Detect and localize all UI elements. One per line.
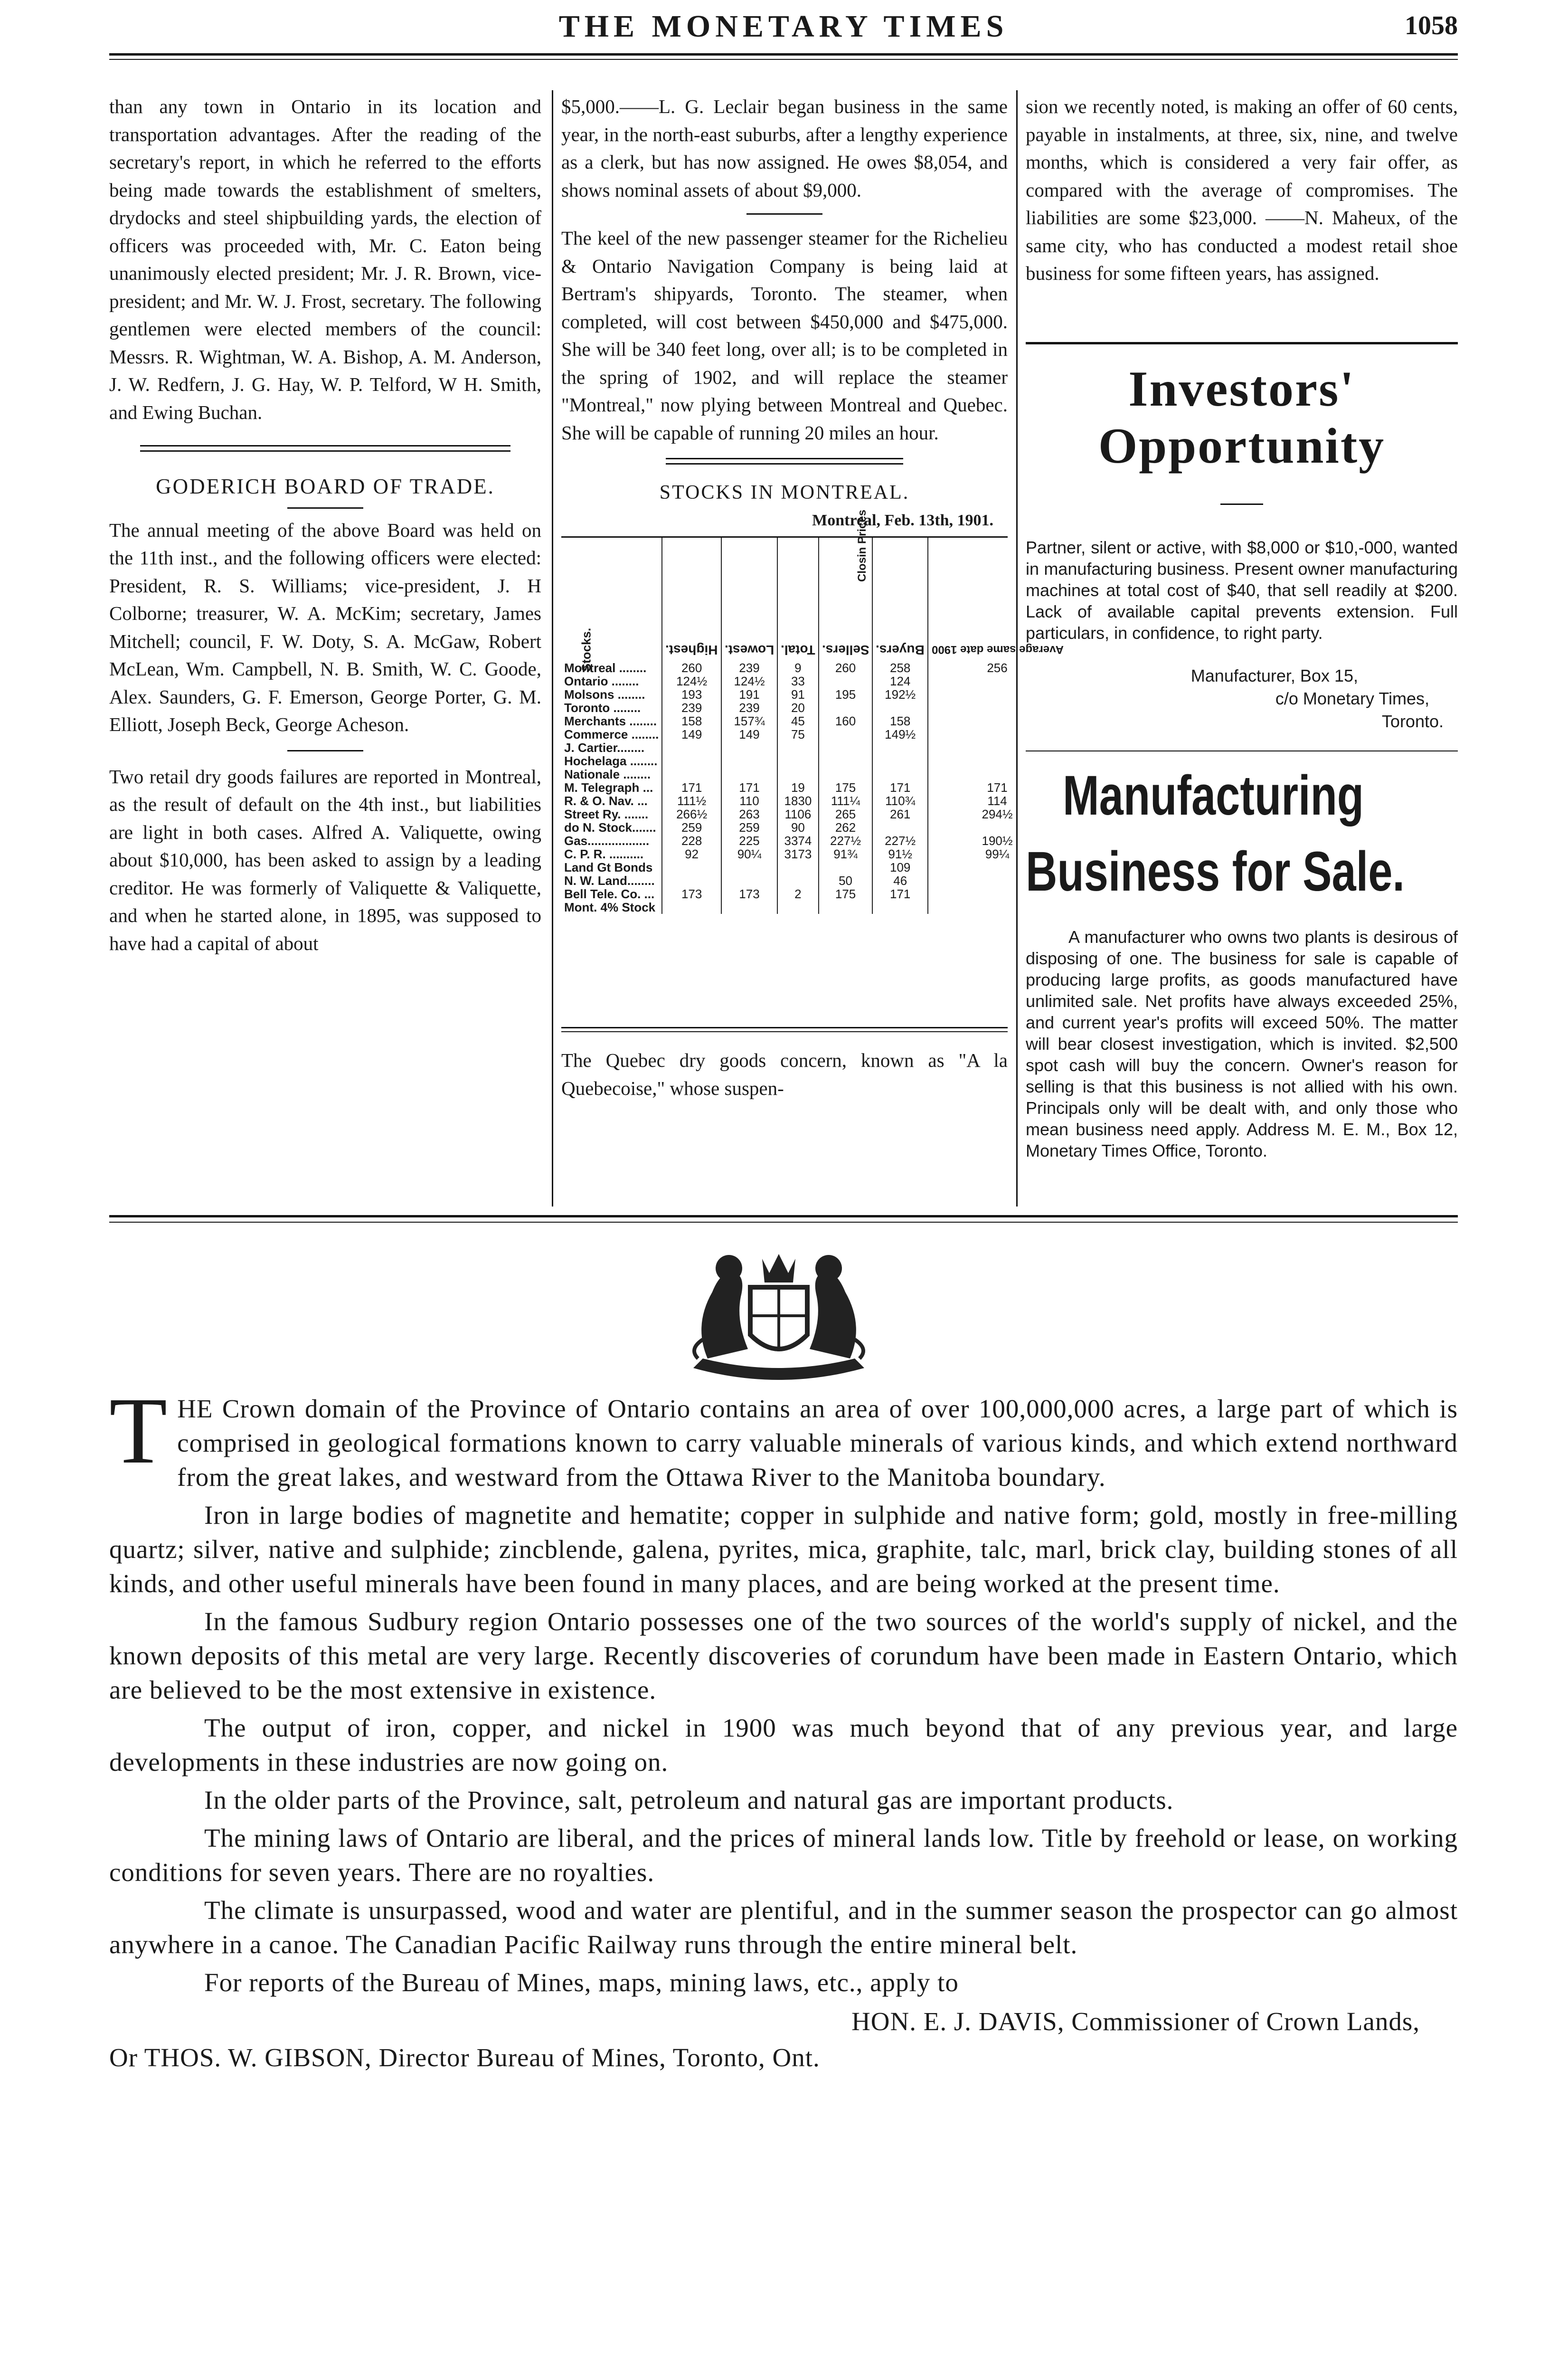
stock-name-cell: Mont. 4% Stock (564, 900, 656, 914)
stock-value-cell (721, 741, 777, 754)
stock-value-cell: 91½ (872, 847, 928, 861)
article-paragraph: $5,000.——L. G. Leclair began business in the same year, in the north-east suburbs, after a lengthy experience as a clerk, but has now assigned. He owes $8,054, and shows nominal assets of about $9,000. (561, 95, 1008, 201)
stock-value-cell (662, 754, 721, 768)
stock-value-cell: 225 (721, 834, 777, 847)
stock-value-cell: 3173 (777, 847, 819, 861)
stock-value-cell (777, 861, 819, 874)
article-paragraph: than any town in Ontario in its location and transportation advantages. After the reading of the secretary's report, in which he referred to the efforts being made towards the establishment of smelters, drydocks and steel shipbuilding yards, the election of officers was proceeded with, Mr. C. Eaton being unanimously elected president; Mr. J. R. Brown, vice-president; and Mr. W. J. Frost, secretary. The following gentlemen were elected members of the council: Messrs. R. Wightman, W. A. Bishop, A. M. Anderson, J. W. Redfern, J. G. Hay, W. P. Telford, W H. Smith, and Ewing Buchan. (109, 95, 541, 423)
stock-value-cell: 160 (819, 714, 873, 728)
stock-value-cell: 92 (662, 847, 721, 861)
stock-value-cell: 191 (721, 688, 777, 701)
stock-value-cell: 2 (777, 887, 819, 901)
column-2 (561, 93, 1064, 1102)
stock-value-cell: 173 (662, 887, 721, 901)
stock-value-cell (662, 861, 721, 874)
stock-row (561, 808, 1066, 821)
section-rule (666, 458, 903, 459)
table-rule-bottom-2 (561, 1031, 1008, 1032)
stock-name-cell: Nationale ........ (564, 767, 651, 781)
stock-row (561, 874, 1066, 887)
col-header-buyers: Buyers. (872, 538, 928, 661)
stock-value-cell: 110¾ (872, 794, 928, 808)
goderich-heading: GODERICH BOARD OF TRADE. (156, 475, 495, 498)
stock-value-cell: 261 (872, 808, 928, 821)
stock-value-cell (777, 754, 819, 768)
stock-value-cell: 228 (662, 834, 721, 847)
stock-value-cell (777, 741, 819, 754)
manufacturing-title-line2: Business for Sale. (1026, 840, 1405, 903)
article-paragraph: The keel of the new passenger steamer for the Richelieu & Ontario Navigation Company is being laid at Bertram's shipyards, Toronto. The steamer, when completed, will cost between $450,000 and $475,000. She will be 340 feet long, over all; is to be completed in the spring of 1902, and will replace the steamer "Montreal," now plying between Montreal and Quebec. She will be capable of running 20 miles an hour. (561, 227, 1008, 444)
stock-value-cell: 99¼ (928, 847, 1066, 861)
stock-name-cell: Street Ry. ....... (564, 807, 649, 821)
stock-value-cell (721, 754, 777, 768)
stock-value-cell: 90¼ (721, 847, 777, 861)
stock-value-cell (721, 768, 777, 781)
stock-value-cell (819, 768, 873, 781)
stock-value-cell: 193 (662, 688, 721, 701)
stock-name-cell: Gas.................. (564, 834, 650, 848)
stock-row (561, 741, 1066, 754)
stock-row (561, 821, 1066, 834)
stock-row (561, 861, 1066, 874)
col-header-total: Total. (777, 538, 819, 661)
stock-value-cell: 158 (662, 714, 721, 728)
stock-name-cell: R. & O. Nav. ... (564, 794, 648, 808)
investors-body: Partner, silent or active, with $8,000 or $10,-000, wanted in manufacturing business. Present owner manufacturing machines at total cost of $40, that sell readily at $200. Lack of available capital prevents extension. Full particulars, in confidence, to right party. (1026, 538, 1458, 643)
investors-sig-3: Toronto. (1381, 712, 1444, 731)
ad-separator-top (1026, 342, 1458, 344)
stock-value-cell: 173 (721, 887, 777, 901)
stock-value-cell: 227½ (819, 834, 873, 847)
notice-paragraph: The climate is unsurpassed, wood and water are plentiful, and in the summer season the prospector can go almost anywhere in a canoe. The Canadian Pacific Railway runs through the entire mineral belt. (109, 1896, 1458, 1959)
notice-paragraph: In the famous Sudbury region Ontario possesses one of the two sources of the world's supply of nickel, and the known deposits of this metal are very large. Recently discoveries of corundum have been made in Eastern Ontario, which are believed to be the most extensive in existence. (109, 1607, 1458, 1704)
stock-value-cell: 3374 (777, 834, 819, 847)
stock-value-cell: 259 (721, 821, 777, 834)
page-rule-bottom-2 (109, 1222, 1458, 1223)
stock-value-cell: 260 (819, 661, 873, 674)
header-rule-top (109, 53, 1458, 56)
section-rule (287, 750, 363, 751)
notice-text: HE Crown domain of the Province of Ontario contains an area of over 100,000,000 acres, a large part of which is comprised in geological formations known to carry valuable minerals of various kinds, and which extend northward from the great lakes, and westward from the Ottawa River to the Manitoba boundary. (177, 1394, 1458, 1492)
stock-name-cell: Montreal ........ (564, 661, 647, 675)
stock-value-cell: 171 (662, 781, 721, 794)
stock-value-cell (872, 901, 928, 914)
stock-value-cell: 158 (872, 714, 928, 728)
notice-paragraph: The mining laws of Ontario are liberal, and the prices of mineral lands low. Title by freehold or lease, on working conditions for seven years. There are no royalties. (109, 1824, 1458, 1887)
stock-value-cell: 124 (872, 674, 928, 688)
notice-paragraph: In the older parts of the Province, salt, petroleum and natural gas are important products. (204, 1786, 1174, 1814)
stock-row (561, 714, 1066, 728)
stock-value-cell: 75 (777, 728, 819, 741)
notice-paragraph: For reports of the Bureau of Mines, maps, mining laws, etc., apply to (204, 1968, 959, 1997)
stock-value-cell: 111¼ (819, 794, 873, 808)
stock-row (561, 901, 1066, 914)
royal-coat-of-arms-icon (665, 1240, 893, 1382)
stock-value-cell: 124½ (662, 674, 721, 688)
stock-name-cell: J. Cartier........ (564, 741, 645, 755)
stock-value-cell: 114 (928, 794, 1066, 808)
stock-value-cell (721, 874, 777, 887)
investors-sig-1: Manufacturer, Box 15, (1190, 666, 1358, 685)
col-header-stocks: Stocks. (579, 627, 594, 672)
stock-value-cell (819, 861, 873, 874)
stock-row (561, 794, 1066, 808)
stock-value-cell: 90 (777, 821, 819, 834)
stock-name-cell: M. Telegraph ... (564, 780, 653, 795)
stock-value-cell: 227½ (872, 834, 928, 847)
page-number: 1058 (1405, 11, 1458, 40)
stock-row (561, 768, 1066, 781)
article-paragraph: Two retail dry goods failures are reported in Montreal, as the result of default on the 4th inst., but liabilities are light in both cases. Alfred A. Valiquette, owing about $10,000, has been asked to assign by a leading creditor. He was formerly of Valiquette & Valiquette, and when he started alone, in 1895, was supposed to have had a capital of about (109, 765, 541, 954)
stock-value-cell: 195 (819, 688, 873, 701)
notice-paragraph (109, 1378, 1458, 1494)
stock-value-cell (819, 754, 873, 768)
stock-value-cell: 260 (662, 661, 721, 674)
stock-row (561, 728, 1066, 741)
page-header (109, 9, 1458, 47)
stock-value-cell: 171 (928, 781, 1066, 794)
section-rule (666, 463, 903, 465)
column-divider-1 (552, 90, 553, 1206)
notice-paragraph: The output of iron, copper, and nickel in 1900 was much beyond that of any previous year, and large developments in these industries are now going on. (109, 1713, 1458, 1776)
stock-value-cell: 9 (777, 661, 819, 674)
stock-value-cell: 258 (872, 661, 928, 674)
stock-value-cell: 45 (777, 714, 819, 728)
stock-value-cell: 50 (819, 874, 873, 887)
stock-value-cell (819, 701, 873, 714)
notice-signature-2: Or THOS. W. GIBSON, Director Bureau of Mines, Toronto, Ont. (109, 2043, 820, 2072)
stock-value-cell (662, 768, 721, 781)
col-header-sellers: Closin Prices Sellers. (819, 538, 873, 661)
col-header-lowest: Lowest. (721, 538, 777, 661)
column-3 (1026, 93, 1458, 287)
article-paragraph: sion we recently noted, is making an offer of 60 cents, payable in instalments, at three, six, nine, and twelve months, which is considered a very fair offer, as compared with the average of compromises. The liabilities are some $23,000. ——N. Maheux, of the same city, who has conducted a modest retail shoe business for some fifteen years, has assigned. (1026, 95, 1458, 284)
stock-value-cell (819, 728, 873, 741)
stock-value-cell: 149 (662, 728, 721, 741)
stock-value-cell: 124½ (721, 674, 777, 688)
stock-value-cell (928, 741, 1066, 754)
crown-domain-notice (109, 1378, 1458, 2075)
heading-underline (287, 507, 363, 509)
closing-prices-label: Closin Prices (855, 509, 869, 582)
column-1 (109, 93, 541, 957)
stock-value-cell: 91¾ (819, 847, 873, 861)
stock-value-cell (872, 768, 928, 781)
stock-value-cell: 259 (662, 821, 721, 834)
stock-value-cell: 157¾ (721, 714, 777, 728)
stock-row (561, 847, 1066, 861)
stock-value-cell: 239 (721, 661, 777, 674)
stock-value-cell: 110 (721, 794, 777, 808)
stock-row (561, 754, 1066, 768)
stock-name-cell: C. P. R. .......... (564, 847, 644, 861)
stock-name-cell: N. W. Land........ (564, 874, 655, 888)
notice-signature-1: HON. E. J. DAVIS, Commissioner of Crown Lands, (851, 2007, 1420, 2036)
stock-value-cell (777, 901, 819, 914)
stock-value-cell: 239 (721, 701, 777, 714)
stock-value-cell (872, 754, 928, 768)
section-rule (140, 450, 510, 452)
stock-name-cell: do N. Stock....... (564, 820, 656, 835)
header-rule-bottom (109, 59, 1458, 60)
stock-value-cell: 46 (872, 874, 928, 887)
stock-value-cell: 256 (928, 661, 1066, 674)
investors-title-line1: Investors' (1128, 361, 1355, 417)
stock-value-cell (872, 741, 928, 754)
stocks-title: STOCKS IN MONTREAL. (659, 482, 910, 504)
drop-cap: T (109, 1378, 168, 1483)
stock-name-cell: Toronto ........ (564, 701, 641, 715)
stock-value-cell: 171 (721, 781, 777, 794)
ad-separator-middle (1026, 750, 1458, 751)
stock-value-cell (872, 821, 928, 834)
stock-value-cell: 263 (721, 808, 777, 821)
stock-value-cell (662, 901, 721, 914)
col-header-average: Average same date 1900 (928, 538, 1066, 661)
stock-value-cell: 190½ (928, 834, 1066, 847)
stock-value-cell: 91 (777, 688, 819, 701)
stock-value-cell: 20 (777, 701, 819, 714)
stock-value-cell: 265 (819, 808, 873, 821)
stock-value-cell: 171 (872, 781, 928, 794)
col-header-highest: Highest. (662, 538, 721, 661)
manufacturing-title-line1: Manufacturing (1063, 764, 1364, 827)
stock-value-cell: 1106 (777, 808, 819, 821)
stock-value-cell (819, 674, 873, 688)
table-rule-bottom (561, 1027, 1008, 1028)
stock-name-cell: Molsons ........ (564, 687, 645, 702)
article-paragraph: The Quebec dry goods concern, known as "A la Quebecoise," whose suspen- (561, 1049, 1008, 1099)
section-rule (746, 213, 822, 215)
stock-value-cell: 111½ (662, 794, 721, 808)
stock-value-cell: 192½ (872, 688, 928, 701)
stock-value-cell: 109 (872, 861, 928, 874)
stock-row (561, 887, 1066, 901)
stock-row (561, 834, 1066, 847)
stock-value-cell: 33 (777, 674, 819, 688)
stock-name-cell: Commerce ........ (564, 727, 659, 741)
stock-value-cell (721, 901, 777, 914)
stock-name-cell: Bell Tele. Co. ... (564, 887, 655, 901)
stock-value-cell (662, 741, 721, 754)
stock-value-cell: 149 (721, 728, 777, 741)
notice-paragraph: Iron in large bodies of magnetite and hematite; copper in sulphide and native form; gold, mostly in free-milling quartz; silver, native and sulphide; zincblende, galena, pyrites, mica, graphite, talc, marl, brick clay, building stones of all kinds, and other useful minerals have been found in many places, and are being worked at the present time. (109, 1501, 1458, 1598)
stock-value-cell (872, 701, 928, 714)
section-rule (140, 445, 510, 446)
page-rule-bottom-1 (109, 1215, 1458, 1217)
stock-value-cell: 266½ (662, 808, 721, 821)
stock-name-cell: Ontario ........ (564, 674, 639, 688)
masthead-title: THE MONETARY TIMES (558, 9, 1009, 44)
stocks-date: Montreal, Feb. 13th, 1901. (812, 511, 993, 529)
stock-value-cell: 175 (819, 781, 873, 794)
stock-value-cell: 175 (819, 887, 873, 901)
stock-value-cell: 294½ (928, 808, 1066, 821)
investors-sig-2: c/o Monetary Times, (1275, 689, 1429, 708)
stock-value-cell: 239 (662, 701, 721, 714)
article-paragraph: The annual meeting of the above Board was held on the 11th inst., and the following officers were elected: President, R. S. Williams; vice-president, J. H Colborne; treasurer, W. A. McKim; secretary, James Mitchell; council, F. W. Doty, S. A. McGaw, Robert McLean, Wm. Campbell, N. B. Smith, W. C. Goode, Alex. Saunders, G. F. Emerson, George Porter, G. M. Elliott, Joseph Beck, George Acheson. (109, 519, 541, 735)
stock-value-cell (777, 874, 819, 887)
stock-value-cell (662, 874, 721, 887)
ad-title-rule (1220, 504, 1263, 505)
stock-value-cell: 171 (872, 887, 928, 901)
investors-title-line2: Opportunity (1098, 418, 1386, 474)
stock-value-cell (819, 901, 873, 914)
manufacturing-body: A manufacturer who owns two plants is desirous of disposing of one. The business for sale is capable of producing large profits, as goods manufactured have unlimited sale. Net profits have always exceeded 25%, and current year's profits will exceed 50%. The matter will bear closest investigation, which is invited. $2,500 spot cash will buy the concern. Owner's reason for selling is that this business is not allied with his own. Principals only will be dealt with, and only those who mean business need apply. Address M. E. M., Box 12, Monetary Times Office, Toronto. (1026, 927, 1458, 1160)
stock-value-cell: 149½ (872, 728, 928, 741)
stock-value-cell: 1830 (777, 794, 819, 808)
stock-value-cell (819, 741, 873, 754)
stock-name-cell: Merchants ........ (564, 714, 657, 728)
stock-row (561, 781, 1066, 794)
stock-value-cell: 19 (777, 781, 819, 794)
stock-name-cell: Land Gt Bonds (564, 860, 653, 874)
stock-name-cell: Hochelaga ........ (564, 754, 658, 768)
stock-value-cell (777, 768, 819, 781)
stock-value-cell (721, 861, 777, 874)
stock-value-cell: 262 (819, 821, 873, 834)
